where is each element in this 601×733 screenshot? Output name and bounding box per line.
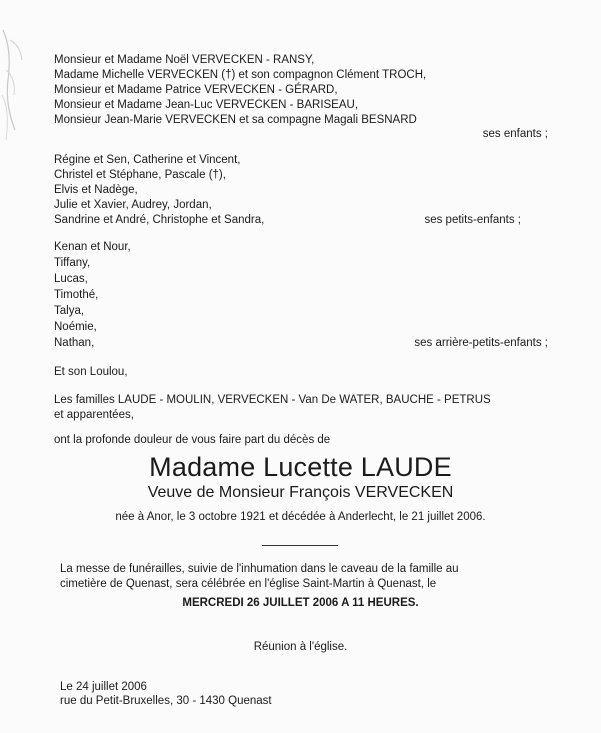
grandchildren-role-label: ses petits-enfants ; <box>424 214 521 226</box>
families-line: et apparentées, <box>54 409 134 421</box>
child-line: Monsieur Jean-Marie VERVECKEN et sa compagne Magali BESNARD <box>54 114 417 126</box>
great-grandchildren-role-label: ses arrière-petits-enfants ; <box>414 337 548 349</box>
grandchild-line: Julie et Xavier, Audrey, Jordan, <box>54 199 212 211</box>
grandchild-line: Christel et Stéphane, Pascale (†), <box>54 169 226 181</box>
funeral-line: cimetière de Quenast, sera célébrée en l'église Saint-Martin à Quenast, le <box>60 578 437 590</box>
great-grandchild-line: Lucas, <box>54 273 88 285</box>
separator-line <box>262 545 338 546</box>
floral-decoration-icon <box>0 0 30 160</box>
great-grandchild-line: Talya, <box>54 305 85 317</box>
funeral-meeting: Réunion à l'église. <box>253 641 348 653</box>
grandchild-line: Sandrine et André, Christophe et Sandra, <box>54 214 265 226</box>
great-grandchild-line: Timothé, <box>54 289 99 301</box>
children-role-label: ses enfants ; <box>482 128 548 140</box>
child-line: Monsieur et Madame Jean-Luc VERVECKEN - BARISEAU, <box>54 99 359 111</box>
families-line: Les familles LAUDE - MOULIN, VERVECKEN - Van De WATER, BAUCHE - PETRUS <box>54 394 491 406</box>
footer-address: rue du Petit-Bruxelles, 30 - 1430 Quenast <box>60 695 272 707</box>
grandchild-line: Elvis et Nadège, <box>54 184 138 196</box>
great-grandchild-line: Nathan, <box>54 337 95 349</box>
great-grandchild-line: Noémie, <box>54 321 97 333</box>
funeral-datetime: MERCREDI 26 JUILLET 2006 A 11 HEURES. <box>182 597 419 609</box>
funeral-line: La messe de funérailles, suivie de l'inhumation dans le caveau de la famille au <box>60 563 459 575</box>
loulou-line: Et son Loulou, <box>54 366 128 378</box>
deceased-widow-of: Veuve de Monsieur François VERVECKEN <box>147 484 454 501</box>
grandchild-line: Régine et Sen, Catherine et Vincent, <box>54 154 241 166</box>
deceased-dates: née à Anor, le 3 octobre 1921 et décédée à Anderlecht, le 21 juillet 2006. <box>115 511 486 523</box>
great-grandchild-line: Kenan et Nour, <box>54 241 131 253</box>
child-line: Madame Michelle VERVECKEN (†) et son compagnon Clément TROCH, <box>54 69 427 81</box>
footer-date: Le 24 juillet 2006 <box>60 681 147 693</box>
deceased-name: Madame Lucette LAUDE <box>149 452 452 482</box>
great-grandchild-line: Tiffany, <box>54 257 91 269</box>
announcement-text: ont la profonde douleur de vous faire part du décès de <box>54 434 331 446</box>
child-line: Monsieur et Madame Patrice VERVECKEN - GÉRARD, <box>54 84 338 96</box>
child-line: Monsieur et Madame Noël VERVECKEN - RANSY, <box>54 54 315 66</box>
